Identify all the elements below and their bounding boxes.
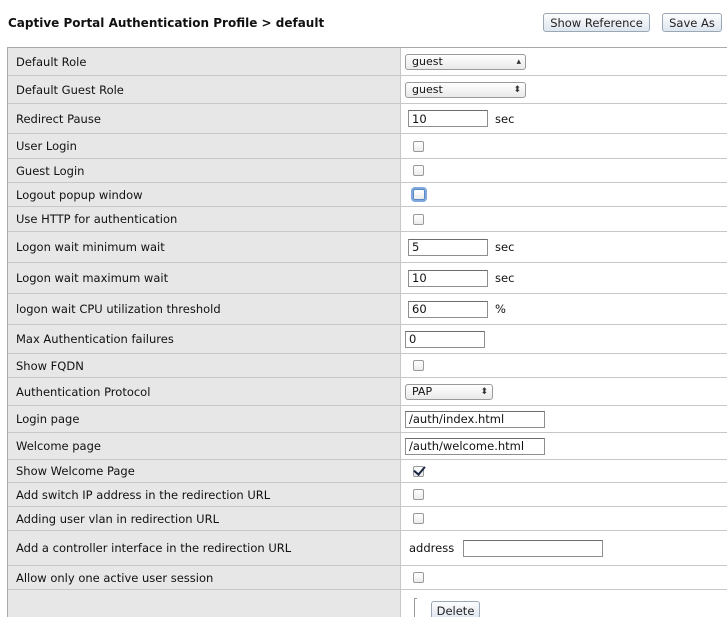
add-user-vlan-label: Adding user vlan in redirection URL — [8, 507, 400, 530]
select-arrows-icon: ⬍ — [480, 386, 488, 397]
delete-button[interactable]: Delete — [431, 601, 480, 617]
page-title: Captive Portal Authentication Profile > default — [8, 16, 325, 30]
default-guest-role-value: guest — [412, 83, 443, 96]
logon-wait-max-label: Logon wait maximum wait — [8, 263, 400, 293]
row-default-role — [8, 48, 727, 76]
row-logon-wait-min — [8, 232, 727, 263]
row-add-switch-ip — [8, 483, 727, 507]
row-use-http — [8, 207, 727, 232]
default-role-value: guest — [412, 55, 443, 68]
welcome-page-input[interactable]: /auth/welcome.html — [405, 438, 545, 455]
default-guest-role-label: Default Guest Role — [8, 76, 400, 103]
redirect-pause-input[interactable]: 10 — [408, 110, 488, 127]
default-guest-role-select[interactable] — [405, 82, 526, 98]
show-reference-button[interactable]: Show Reference — [543, 13, 650, 32]
logout-popup-label: Logout popup window — [8, 183, 400, 206]
row-add-user-vlan — [8, 507, 727, 531]
row-delete-label — [8, 590, 400, 617]
auth-protocol-select[interactable] — [405, 384, 493, 400]
profile-form — [7, 47, 727, 617]
use-http-checkbox[interactable] — [413, 214, 424, 225]
add-user-vlan-checkbox[interactable] — [413, 513, 424, 524]
redirect-pause-label: Redirect Pause — [8, 104, 400, 133]
auth-protocol-value: PAP — [412, 385, 433, 398]
address-label: address — [409, 541, 455, 555]
cpu-threshold-unit: % — [495, 302, 506, 316]
select-arrows-icon: ⬍ — [513, 84, 521, 95]
user-login-checkbox[interactable] — [413, 141, 424, 152]
row-cpu-threshold — [8, 294, 727, 325]
row-logout-popup — [8, 183, 727, 207]
row-redirect-pause — [8, 104, 727, 134]
auth-protocol-label: Authentication Protocol — [8, 378, 400, 405]
row-show-welcome-page — [8, 460, 727, 483]
user-login-label: User Login — [8, 134, 400, 158]
default-role-label: Default Role — [8, 48, 400, 75]
row-guest-login — [8, 159, 727, 183]
one-active-session-checkbox[interactable] — [413, 572, 424, 583]
logon-wait-min-label: Logon wait minimum wait — [8, 232, 400, 262]
row-delete — [8, 590, 727, 617]
default-role-select[interactable] — [405, 54, 526, 70]
row-default-guest-role — [8, 76, 727, 104]
logon-wait-min-input[interactable]: 5 — [408, 239, 488, 256]
row-show-fqdn — [8, 354, 727, 378]
logon-wait-max-unit: sec — [495, 271, 515, 285]
logout-popup-checkbox[interactable] — [413, 189, 425, 200]
row-auth-protocol — [8, 378, 727, 406]
show-fqdn-checkbox[interactable] — [413, 360, 424, 371]
row-logon-wait-max — [8, 263, 727, 294]
cpu-threshold-input[interactable]: 60 — [408, 301, 488, 318]
use-http-label: Use HTTP for authentication — [8, 207, 400, 231]
max-auth-failures-input[interactable]: 0 — [405, 331, 485, 348]
one-active-session-label: Allow only one active user session — [8, 566, 400, 589]
logon-wait-max-input[interactable]: 10 — [408, 270, 488, 287]
list-box[interactable] — [414, 598, 417, 617]
show-welcome-page-checkbox[interactable] — [413, 466, 424, 477]
welcome-page-label: Welcome page — [8, 433, 400, 459]
show-fqdn-label: Show FQDN — [8, 354, 400, 377]
row-max-auth-failures — [8, 325, 727, 354]
row-welcome-page — [8, 433, 727, 460]
login-page-label: Login page — [8, 406, 400, 432]
guest-login-label: Guest Login — [8, 159, 400, 182]
logon-wait-min-unit: sec — [495, 240, 515, 254]
cpu-threshold-label: logon wait CPU utilization threshold — [8, 294, 400, 324]
address-input[interactable] — [463, 540, 603, 557]
redirect-pause-unit: sec — [495, 111, 515, 126]
login-page-input[interactable]: /auth/index.html — [405, 411, 545, 428]
add-switch-ip-checkbox[interactable] — [413, 489, 424, 500]
show-welcome-page-label: Show Welcome Page — [8, 460, 400, 482]
row-add-controller-iface — [8, 531, 727, 566]
add-controller-iface-label: Add a controller interface in the redirection URL — [8, 531, 400, 565]
add-switch-ip-label: Add switch IP address in the redirection URL — [8, 483, 400, 506]
row-one-active-session — [8, 566, 727, 590]
guest-login-checkbox[interactable] — [413, 165, 424, 176]
max-auth-failures-label: Max Authentication failures — [8, 325, 400, 353]
row-login-page — [8, 406, 727, 433]
save-as-button[interactable]: Save As — [662, 13, 722, 32]
select-arrows-icon: ▴ — [516, 56, 521, 67]
page-header — [0, 0, 727, 47]
row-user-login — [8, 134, 727, 159]
